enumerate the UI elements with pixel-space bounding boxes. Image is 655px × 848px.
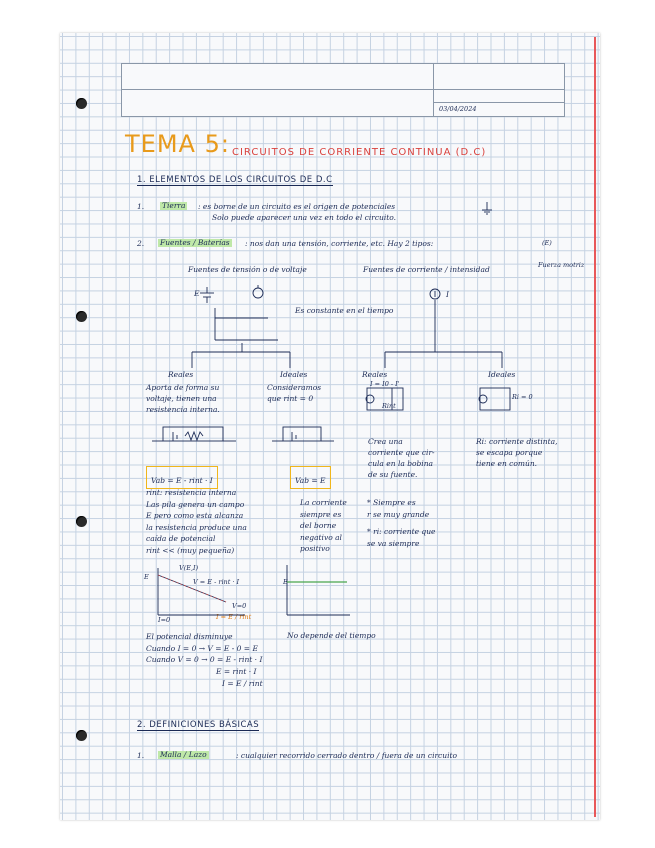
fuentes-note: (E) [542, 239, 552, 247]
reales-i-label: Reales [362, 370, 388, 379]
ideal-i-desc: Ri: corriente distinta, se escapa porque tiene en común. [476, 437, 558, 468]
const-graph-note: No depende del tiempo [287, 631, 376, 640]
constante-note: Es constante en el tiempo [295, 306, 394, 315]
fuentes-note-2: Fuerza motriz [538, 261, 585, 269]
reales-label: Reales [168, 370, 194, 379]
label-I: I [446, 290, 449, 299]
section-heading: 1. ELEMENTOS DE LOS CIRCUITOS DE D.C [137, 175, 333, 185]
item-number: 2. [137, 239, 145, 248]
ideales-label: Ideales [280, 370, 308, 379]
page-subtitle: CIRCUITOS DE CORRIENTE CONTINUA (D.C) [232, 147, 487, 158]
equation-real-box: Vab = E - rint · I [146, 466, 218, 489]
fuente-i-desc: Crea una corriente que cir- cula en la bobina de su fuente. [368, 437, 435, 479]
ideales-desc: Consideramos que rint = 0 [267, 383, 322, 403]
malla-text: : cualquier recorrido cerrado dentro / fuera de un circuito [236, 751, 458, 760]
fuentes-label: Fuentes / Baterías [160, 238, 230, 247]
section-heading: 2. DEFINICIONES BÁSICAS [137, 720, 260, 730]
header-date: 03/04/2024 [439, 105, 477, 113]
label-E: E [194, 289, 200, 298]
item-number: 1. [137, 202, 145, 211]
tierra-text-2: Solo puede aparecer una vez en todo el circuito. [212, 213, 397, 222]
potencial-notes: El potencial disminuye Cuando I = 0 → V = E - 0 = E Cuando V = 0 → 0 = E - rint · I E = rint · I I = E / rint [146, 632, 263, 688]
graph-label-veq: V = E - rint · I [193, 578, 240, 586]
malla-label: Malla / Lazo [160, 750, 207, 759]
voltage-source-icon [253, 288, 263, 298]
fuente-corriente-title: Fuentes de corriente / intensidad [363, 265, 490, 274]
const-graph-E: E [283, 578, 288, 586]
reales-desc: Aporta de forma su voltaje, tienen una resistencia interna. [146, 383, 220, 414]
ideal-i-eq: Ri = 0 [512, 393, 533, 401]
fuente-notes: * Siempre es r se muy grande * ri: corriente que se va siempre [367, 498, 436, 548]
graph-label-ieq: I = E / rint [216, 613, 252, 621]
ideales-i-label: Ideales [488, 370, 516, 379]
ideal-explanation: La corriente siempre es del borne negativo al positivo [300, 498, 347, 554]
real-i-rint: Rint [382, 402, 396, 410]
item-number: 1. [137, 751, 145, 760]
page-title: TEMA 5: [125, 130, 230, 158]
equation-ideal-box: Vab = E [290, 466, 331, 489]
tierra-text: : es borne de un circuito es el origen de potenciales [198, 202, 396, 211]
graph-label-E: E [144, 573, 149, 581]
ground-icon [482, 202, 492, 214]
battery-icon [200, 287, 214, 303]
real-i-eq: I = I0 - I' [370, 380, 400, 388]
graph-label-v0: V=0 [232, 602, 247, 610]
tierra-label: Tierra [162, 201, 186, 210]
fuentes-text: : nos dan una tensión, corriente, etc. Hay 2 tipos: [245, 239, 434, 248]
graph-label-i0: I=0 [158, 616, 171, 624]
graph-label-vei: V(E,I) [179, 564, 199, 572]
real-explanation: rint: resistencia interna Las pila genera un campo E pero como esta alcanza la resistencia produce una caída de potencial rint << (muy pequeña) [146, 488, 247, 555]
fuente-tension-title: Fuentes de tensión o de voltaje [188, 265, 307, 274]
